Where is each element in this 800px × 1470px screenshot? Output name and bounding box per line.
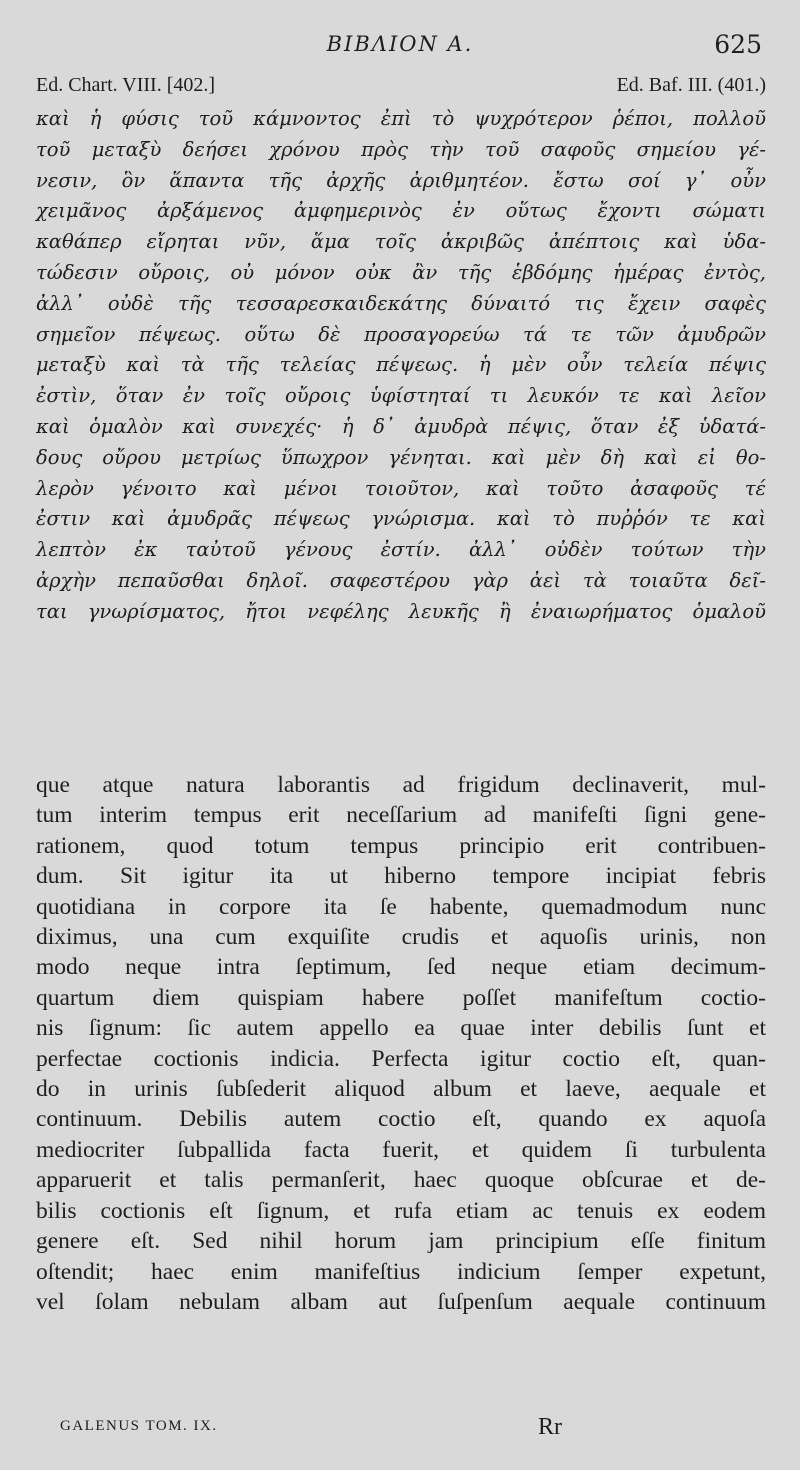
greek-line: μεταξὺ καὶ τὰ τῆς τελείας πέψεως. ἡ μὲν οὖν τελεία πέψις [36, 353, 766, 377]
latin-line: quartum diem quispiam habere poſſet manifeſtum coctio- [36, 984, 766, 1011]
latin-line: rationem, quod totum tempus principio erit contribuen- [36, 832, 766, 859]
latin-line: tum interim tempus erit neceſſarium ad manifeſti ſigni gene- [36, 802, 766, 829]
greek-line: νεσιν, ὃν ἅπαντα τῆς ἀρχῆς ἀριθμητέον. ἔστω σοί γ᾽ οὖν [36, 168, 766, 192]
running-head [0, 30, 800, 60]
latin-line: quotidiana in corpore ita ſe habente, quemadmodum nunc [36, 893, 766, 920]
volume-signature: GALENUS TOM. IX. [60, 1418, 218, 1434]
greek-line: σημεῖον πέψεως. οὕτω δὲ προσαγορεύω τά τε τῶν ἀμυδρῶν [36, 322, 766, 346]
greek-line: καὶ ἡ φύσις τοῦ κάμνοντος ἐπὶ τὸ ψυχρότερον ῥέποι, πολλοῦ [36, 107, 766, 130]
greek-line: ἀρχὴν πεπαῦσθαι δηλοῖ. σαφεστέρου γὰρ ἀεὶ τὰ τοιαῦτα δεῖ- [36, 568, 766, 592]
latin-line: dum. Sit igitur ita ut hiberno tempore incipiat febris [36, 863, 766, 890]
latin-line: apparuerit et talis permanſerit, haec quoque obſcurae et de- [36, 1167, 766, 1194]
page-number: 625 [714, 30, 762, 59]
edition-basel-reference: Ed. Baf. III. (401.) [616, 74, 766, 96]
latin-line: oſtendit; haec enim manifeſtius indicium ſemper expetunt, [36, 1258, 766, 1285]
latin-line: perfectae coctionis indicia. Perfecta igitur coctio eſt, quan- [36, 1045, 766, 1072]
greek-line: ἐστιν καὶ ἀμυδρᾶς πέψεως γνώρισμα. καὶ τὸ πυῤῥόν τε καὶ [36, 507, 766, 531]
greek-text-block [36, 104, 766, 628]
greek-line: ἀλλ᾽ οὐδὲ τῆς τεσσαρεσκαιδεκάτης δύναιτό τις ἔχειν σαφὲς [36, 291, 766, 315]
greek-line: ἐστὶν, ὅταν ἐν τοῖς οὔροις ὑφίστηταί τι λευκόν τε καὶ λεῖον [36, 384, 766, 408]
edition-chart-reference: Ed. Chart. VIII. [402.] [36, 74, 216, 96]
greek-line: τοῦ μεταξὺ δεήσει χρόνου πρὸς τὴν τοῦ σαφοῦς σημείου γέ- [36, 137, 766, 161]
greek-line: καὶ ὁμαλὸν καὶ συνεχές· ἡ δ᾽ ἀμυδρὰ πέψις, ὅταν ἐξ ὑδατά- [36, 414, 766, 438]
greek-line: καθάπερ εἴρηται νῦν, ἅμα τοῖς ἀκριβῶς ἀπέπτοις καὶ ὑδα- [36, 230, 766, 254]
latin-line: bilis coctionis eſt ſignum, et rufa etiam ac tenuis ex eodem [36, 1197, 766, 1224]
greek-line: δους οὔρου μετρίως ὕπωχρον γένηται. καὶ μὲν δὴ καὶ εἰ θο- [36, 445, 766, 469]
greek-line: ται γνωρίσματος, ἤτοι νεφέλης λευκῆς ἢ ἐναιωρήματος ὁμαλοῦ [36, 599, 766, 623]
latin-line: nis ſignum: ſic autem appello ea quae inter debilis ſunt et [36, 1015, 766, 1042]
greek-line: λεπτὸν ἐκ ταὐτοῦ γένους ἐστίν. ἀλλ᾽ οὐδὲν τούτων τὴν [36, 538, 766, 562]
greek-line: χειμᾶνος ἀρξάμενος ἀμφημερινὸς ἐν οὕτως ἔχοντι σώματι [36, 199, 766, 223]
book-title: BIBΛION A. [326, 32, 474, 56]
greek-line: τώδεσιν οὔροις, οὐ μόνον οὐκ ἂν τῆς ἑβδόμης ἡμέρας ἐντὸς, [36, 260, 766, 284]
page-footer [36, 1414, 766, 1444]
latin-line: vel ſolam nebulam albam aut ſuſpenſum aequale continuum [36, 1288, 766, 1315]
latin-text-block [36, 770, 766, 1317]
edition-references [36, 74, 766, 100]
latin-line: que atque natura laborantis ad frigidum declinaverit, mul- [36, 772, 766, 798]
latin-line: do in urinis ſubſederit aliquod album et laeve, aequale et [36, 1076, 766, 1103]
latin-line: modo neque intra ſeptimum, ſed neque etiam decimum- [36, 954, 766, 981]
latin-line: diximus, una cum exquiſite crudis et aquoſis urinis, non [36, 924, 766, 951]
gathering-signature-mark: Rr [538, 1414, 562, 1440]
latin-line: genere eſt. Sed nihil horum jam principium eſſe finitum [36, 1228, 766, 1255]
greek-line: λερὸν γένοιτο καὶ μένοι τοιοῦτον, καὶ τοῦτο ἀσαφοῦς τέ [36, 476, 766, 500]
latin-line: continuum. Debilis autem coctio eſt, quando ex aquoſa [36, 1106, 766, 1133]
latin-line: mediocriter ſubpallida facta fuerit, et quidem ſi turbulenta [36, 1136, 766, 1163]
